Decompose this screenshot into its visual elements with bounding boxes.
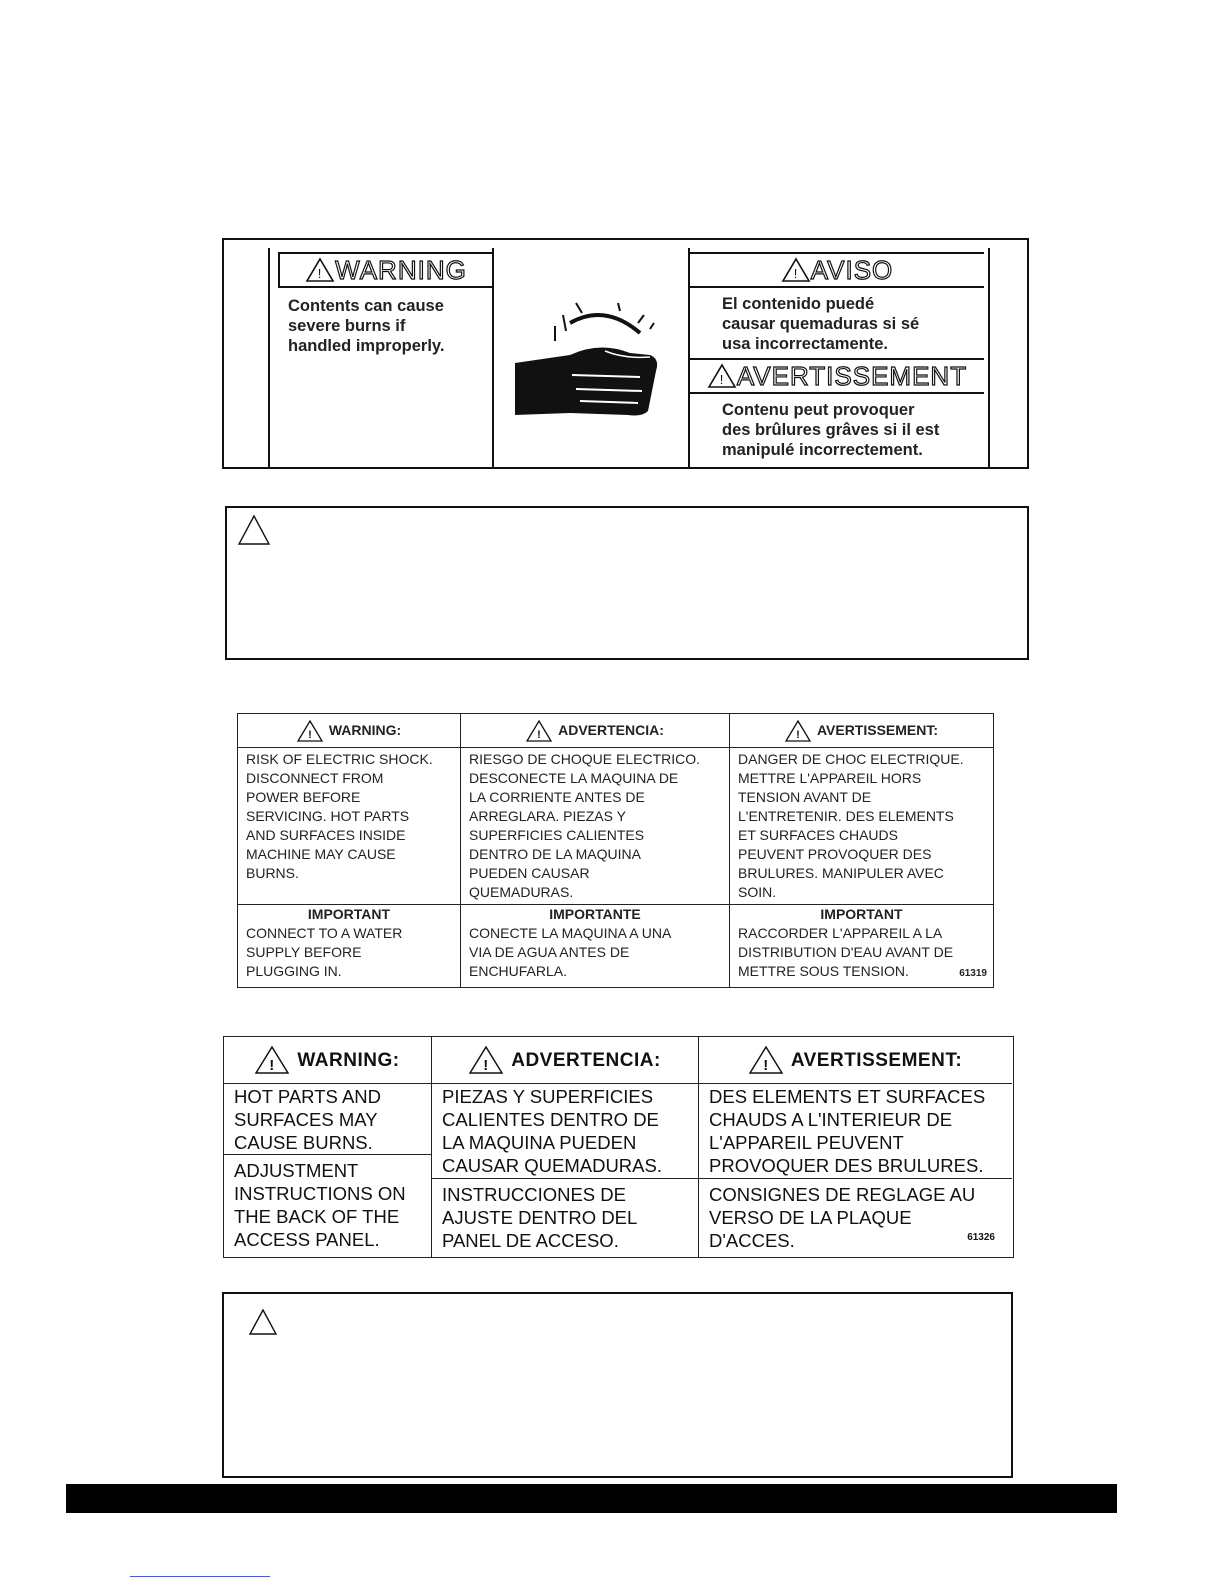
electric-warning-header: [238, 714, 460, 748]
electric-shock-label: [237, 713, 994, 988]
electric-avertissement-header: [730, 714, 993, 748]
hot-parts-label: [223, 1036, 1014, 1258]
label-code: 61326: [967, 1232, 995, 1243]
aviso-text: El contenido puedé causar quemaduras si sé usa incorrectamente.: [722, 295, 920, 353]
svg-text:!: !: [317, 266, 323, 281]
hot-avertissement-text: DES ELEMENTS ET SURFACES CHAUDS A L'INTERIEUR DE L'APPAREIL PEUVENT PROVOQUER DES BRULURES.: [709, 1086, 986, 1176]
warning-triangle-icon: [297, 720, 323, 742]
hot-advertencia-header: [432, 1037, 698, 1084]
electric-avertissement-text: DANGER DE CHOC ELECTRIQUE. METTRE L'APPAREIL HORS TENSION AVANT DE L'ENTRETENIR. DES ELEMENTS ET SURFACES CHAUDS PEUVENT PROVOQUER DES BRULURES. MANIPULER AVEC SOIN.: [738, 751, 964, 900]
warning-triangle-icon: [469, 1046, 503, 1074]
caution-note-box: [222, 1292, 1013, 1478]
hot-warning-header: [224, 1037, 431, 1084]
label-code: 61319: [959, 968, 987, 979]
row-divider: [432, 1178, 698, 1179]
important-fr-section: [730, 904, 993, 981]
svg-text:!: !: [793, 266, 799, 281]
electric-advertencia-header: [461, 714, 729, 748]
warning-triangle-icon: [237, 514, 271, 546]
hot-warning-text: HOT PARTS AND SURFACES MAY CAUSE BURNS.: [234, 1086, 382, 1153]
hot-avertissement-header: [699, 1037, 1012, 1084]
footer-bar: [66, 1484, 1117, 1513]
row-divider: [224, 1154, 431, 1155]
avertissement-title: AVERTISSEMENT: [736, 360, 968, 391]
svg-text:!: !: [537, 728, 541, 741]
svg-text:!: !: [483, 1057, 489, 1074]
hot-warning-title: WARNING:: [297, 1049, 400, 1071]
aviso-title: AVISO: [810, 254, 894, 285]
warning-triangle-icon: [707, 363, 737, 389]
warning-text: Contents can cause severe burns if handled improperly.: [288, 297, 445, 355]
warning-triangle-icon: [781, 257, 811, 283]
important-title: IMPORTANT: [307, 906, 391, 922]
electric-col-fr: [730, 714, 993, 987]
hot-advertencia-text: PIEZAS Y SUPERFICIES CALIENTES DENTRO DE LA MAQUINA PUEDEN CAUSAR QUEMADURAS.: [442, 1086, 662, 1176]
electric-warning-title: WARNING:: [328, 722, 402, 738]
svg-text:!: !: [796, 728, 800, 741]
important-text: CONNECT TO A WATER SUPPLY BEFORE PLUGGING IN.: [246, 925, 403, 979]
caution-note-box: [225, 506, 1029, 660]
hand-burn-icon: [510, 293, 670, 423]
electric-warning-text: RISK OF ELECTRIC SHOCK. DISCONNECT FROM POWER BEFORE SERVICING. HOT PARTS AND SURFACES INSIDE MACHINE MAY CAUSE BURNS.: [246, 751, 433, 881]
warning-triangle-icon: [248, 1308, 278, 1336]
hot-adjust-text-en: ADJUSTMENT INSTRUCTIONS ON THE BACK OF THE ACCESS PANEL.: [234, 1160, 406, 1250]
svg-text:!: !: [719, 372, 725, 387]
hot-adjust-text-es: INSTRUCCIONES DE AJUSTE DENTRO DEL PANEL DE ACCESO.: [442, 1184, 638, 1251]
hot-avertissement-title: AVERTISSEMENT:: [790, 1049, 963, 1071]
electric-avertissement-title: AVERTISSEMENT:: [816, 722, 939, 738]
hot-adjust-text-fr: CONSIGNES DE REGLAGE AU VERSO DE LA PLAQUE D'ACCES.: [709, 1184, 976, 1251]
important-fr-text: RACCORDER L'APPAREIL A LA DISTRIBUTION D'EAU AVANT DE METTRE SOUS TENSION.: [738, 925, 954, 979]
warning-triangle-icon: [305, 257, 335, 283]
svg-text:!: !: [269, 1057, 276, 1074]
electric-advertencia-text: RIESGO DE CHOQUE ELECTRICO. DESCONECTE LA MAQUINA DE LA CORRIENTE ANTES DE ARREGLARA. PIEZAS Y SUPERFICIES CALIENTES DENTRO DE LA MAQUINA PUEDEN CAUSAR QUEMADURAS.: [469, 751, 701, 900]
burns-warning-label: [222, 238, 1029, 469]
burns-label-inner: [268, 248, 990, 467]
important-section: [238, 904, 460, 981]
warning-header: [278, 252, 494, 288]
important-fr-title: IMPORTANT: [820, 906, 903, 922]
warning-triangle-icon: [255, 1046, 289, 1074]
electric-col-en: [238, 714, 460, 987]
row-divider: [699, 1178, 1012, 1179]
avertissement-text: Contenu peut provoquer des brûlures grâves si il est manipulé incorrectement.: [722, 401, 940, 459]
divider-left: [492, 248, 494, 467]
hot-advertencia-title: ADVERTENCIA:: [511, 1049, 661, 1071]
svg-text:!: !: [307, 728, 312, 741]
footer-rule: [130, 1576, 270, 1577]
warning-triangle-icon: [785, 720, 811, 742]
avertissement-header: [690, 358, 984, 394]
warning-triangle-icon: [749, 1046, 783, 1074]
importante-text: CONECTE LA MAQUINA A UNA VIA DE AGUA ANTES DE ENCHUFARLA.: [469, 925, 672, 979]
svg-text:!: !: [763, 1057, 769, 1074]
warning-title: WARNING: [335, 254, 467, 285]
importante-section: [461, 904, 729, 981]
importante-title: IMPORTANTE: [549, 906, 641, 922]
warning-triangle-icon: [526, 720, 552, 742]
aviso-header: [690, 252, 984, 288]
electric-advertencia-title: ADVERTENCIA:: [558, 722, 664, 738]
electric-col-es: [461, 714, 729, 987]
